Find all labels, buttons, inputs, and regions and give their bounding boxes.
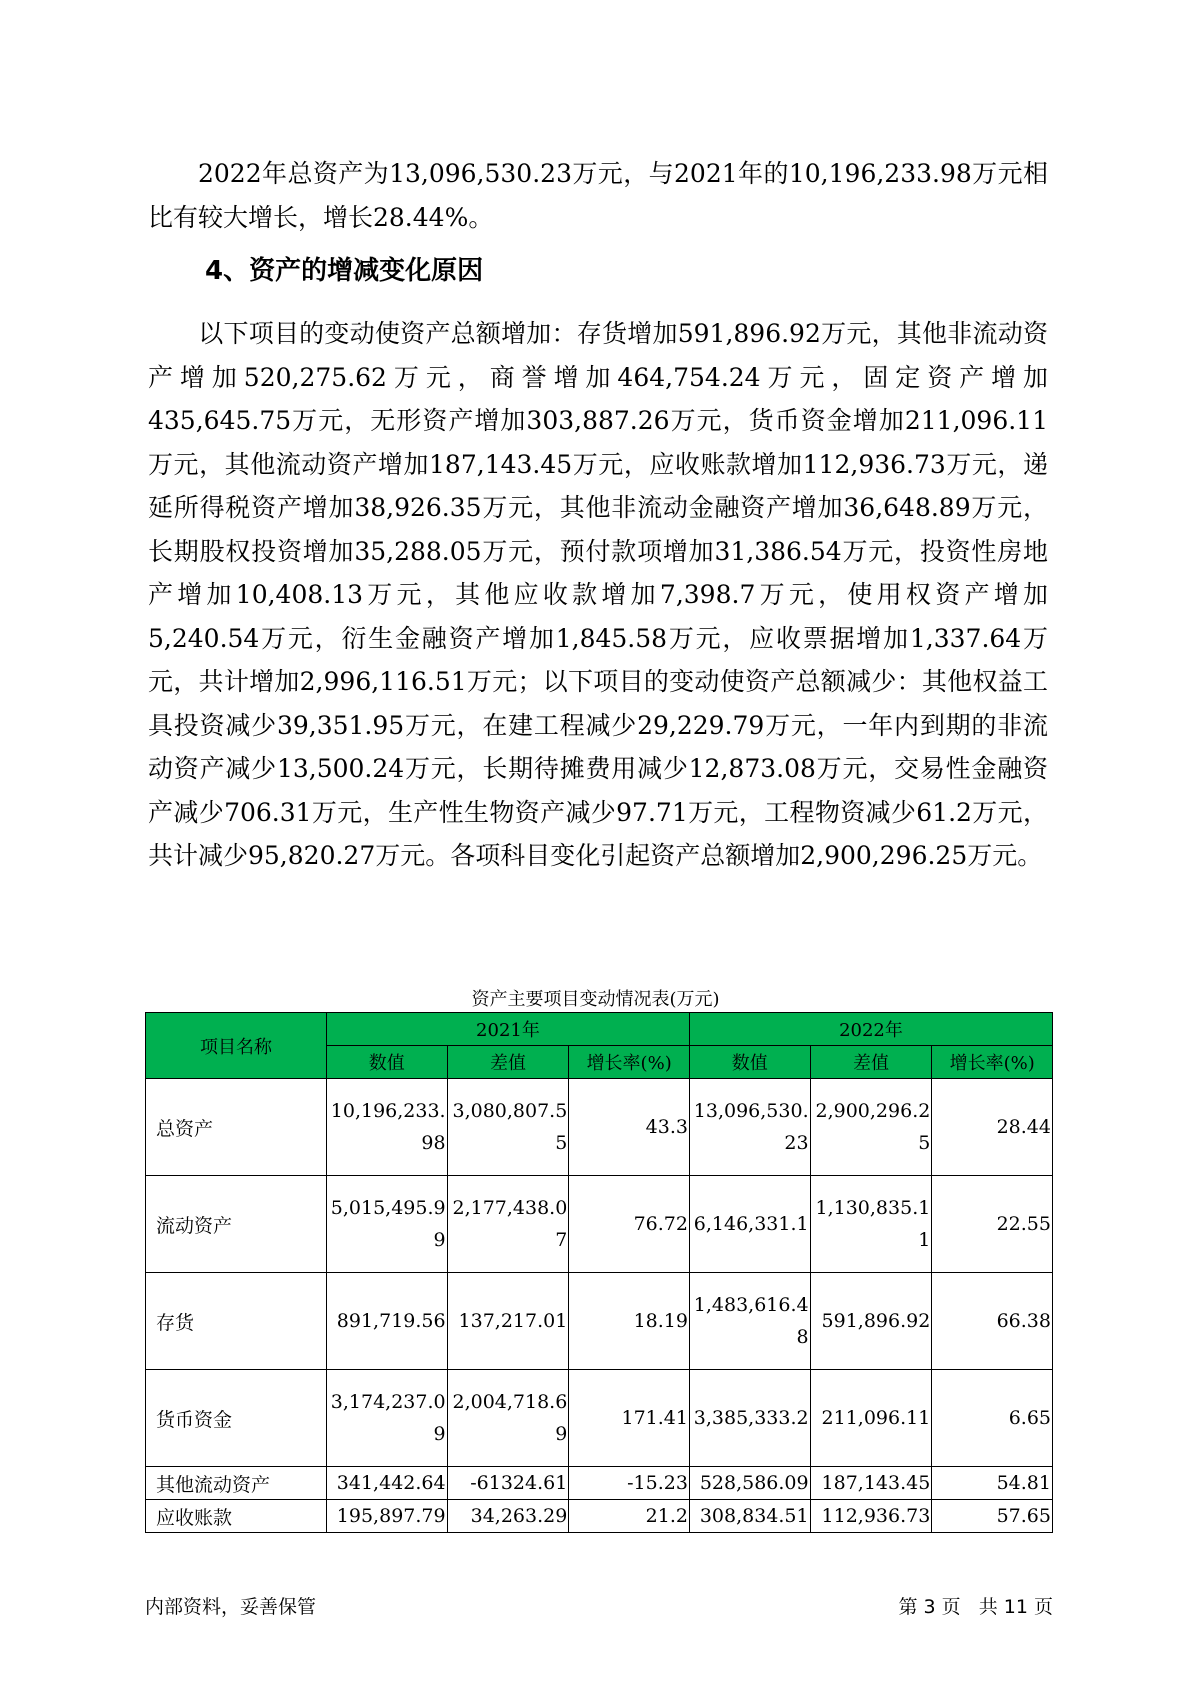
row-name: 其他流动资产 <box>146 1467 327 1500</box>
table-row <box>146 1273 1053 1370</box>
header-diff-2021: 差值 <box>447 1046 569 1079</box>
cell-value-2022: 528,586.09 <box>689 1467 810 1500</box>
header-year-2021: 2021年 <box>326 1013 689 1046</box>
cell-value-2021: 195,897.79 <box>326 1500 447 1533</box>
cell-rate-2022: 28.44 <box>932 1079 1053 1176</box>
table-caption: 资产主要项目变动情况表(万元) <box>471 989 720 1010</box>
paragraph-2-text: 以下项目的变动使资产总额增加：存货增加591,896.92万元，其他非流动资产增加520,275.62万元，商誉增加464,754.24万元，固定资产增加435,645.75万元，无形资产增加303,887.26万元，货币资金增加211,096.11万元，其他流动资产增加187,143.45万元，应收账款增加112,936.73万元，递延所得税资产增加38,926.35万元，其他非流动金融资产增加36,648.89万元，长期股权投资增加35,288.05万元，预付款项增加31,386.54万元，投资性房地产增加10,408.13万元，其他应收款增加7,398.7万元，使用权资产增加5,240.54万元，衍生金融资产增加1,845.58万元，应收票据增加1,337.64万元，共计增加2,996,116.51万元；以下项目的变动使资产总额减少：其他权益工具投资减少39,351.95万元，在建工程减少29,229.79万元，一年内到期的非流动资产减少13,500.24万元，长期待摊费用减少12,873.08万元，交易性金融资产减少706.31万元，生产性生物资产减少97.71万元，工程物资减少61.2万元，共计减少95,820.27万元。各项科目变化引起资产总额增加2,900,296.25万元。 <box>148 319 1048 870</box>
cell-value-2021: 341,442.64 <box>326 1467 447 1500</box>
cell-value-2021: 3,174,237.09 <box>326 1370 447 1467</box>
header-value-2021: 数值 <box>326 1046 447 1079</box>
paragraph-changes <box>148 312 1048 878</box>
row-name: 货币资金 <box>146 1370 327 1467</box>
header-value-2022: 数值 <box>689 1046 810 1079</box>
cell-value-2022: 3,385,333.2 <box>689 1370 810 1467</box>
cell-diff-2021: 2,004,718.69 <box>447 1370 569 1467</box>
footer-page-number: 第 3 页 共 11 页 <box>898 1596 1053 1618</box>
cell-diff-2022: 591,896.92 <box>810 1273 932 1370</box>
cell-diff-2022: 1,130,835.11 <box>810 1176 932 1273</box>
header-diff-2022: 差值 <box>810 1046 932 1079</box>
cell-value-2021: 891,719.56 <box>326 1273 447 1370</box>
cell-diff-2022: 187,143.45 <box>810 1467 932 1500</box>
section-heading: 4、资产的增减变化原因 <box>205 256 484 286</box>
row-name: 存货 <box>146 1273 327 1370</box>
cell-value-2022: 308,834.51 <box>689 1500 810 1533</box>
cell-value-2022: 1,483,616.48 <box>689 1273 810 1370</box>
cell-diff-2022: 211,096.11 <box>810 1370 932 1467</box>
cell-rate-2021: 18.19 <box>569 1273 690 1370</box>
cell-value-2022: 6,146,331.1 <box>689 1176 810 1273</box>
cell-value-2022: 13,096,530.23 <box>689 1079 810 1176</box>
paragraph-1-text: 2022年总资产为13,096,530.23万元，与2021年的10,196,233.98万元相比有较大增长，增长28.44%。 <box>148 159 1048 232</box>
cell-diff-2021: 137,217.01 <box>447 1273 569 1370</box>
header-rate-2021: 增长率(%) <box>569 1046 690 1079</box>
cell-rate-2022: 6.65 <box>932 1370 1053 1467</box>
cell-rate-2022: 66.38 <box>932 1273 1053 1370</box>
cell-diff-2021: 34,263.29 <box>447 1500 569 1533</box>
header-year-2022: 2022年 <box>689 1013 1052 1046</box>
cell-rate-2021: 171.41 <box>569 1370 690 1467</box>
cell-diff-2022: 2,900,296.25 <box>810 1079 932 1176</box>
table-row <box>146 1500 1053 1533</box>
asset-change-table <box>145 1012 1053 1533</box>
table-row <box>146 1467 1053 1500</box>
cell-rate-2021: 43.3 <box>569 1079 690 1176</box>
cell-rate-2021: -15.23 <box>569 1467 690 1500</box>
footer-confidential-note: 内部资料，妥善保管 <box>145 1596 317 1618</box>
table-header-row <box>146 1013 1053 1046</box>
row-name: 应收账款 <box>146 1500 327 1533</box>
cell-rate-2021: 76.72 <box>569 1176 690 1273</box>
cell-rate-2022: 57.65 <box>932 1500 1053 1533</box>
cell-diff-2022: 112,936.73 <box>810 1500 932 1533</box>
cell-diff-2021: -61324.61 <box>447 1467 569 1500</box>
cell-diff-2021: 2,177,438.07 <box>447 1176 569 1273</box>
table-row <box>146 1176 1053 1273</box>
cell-rate-2021: 21.2 <box>569 1500 690 1533</box>
cell-rate-2022: 54.81 <box>932 1467 1053 1500</box>
row-name: 总资产 <box>146 1079 327 1176</box>
table-row <box>146 1079 1053 1176</box>
cell-rate-2022: 22.55 <box>932 1176 1053 1273</box>
table-row <box>146 1370 1053 1467</box>
cell-value-2021: 10,196,233.98 <box>326 1079 447 1176</box>
row-name: 流动资产 <box>146 1176 327 1273</box>
paragraph-total-assets <box>148 152 1048 239</box>
cell-value-2021: 5,015,495.99 <box>326 1176 447 1273</box>
header-item-name: 项目名称 <box>146 1013 327 1079</box>
cell-diff-2021: 3,080,807.55 <box>447 1079 569 1176</box>
header-rate-2022: 增长率(%) <box>932 1046 1053 1079</box>
